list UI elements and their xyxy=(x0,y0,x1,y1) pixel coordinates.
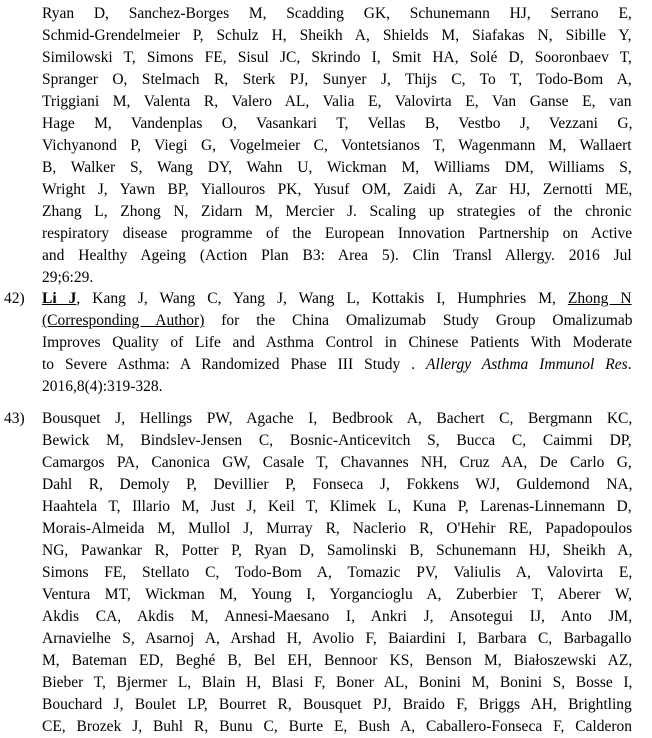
text-line: Spranger O, Stelmach R, Sterk PJ, Sunyer J, Thijs C, To T, Todo-Bom A, xyxy=(42,71,632,88)
text-line: Morais-Almeida M, Mullol J, Murray R, Naclerio R, O'Hehir RE, Papadopoulos xyxy=(42,520,633,537)
text-line: 29;6:29. xyxy=(42,269,94,286)
text-line: Wright J, Yawn BP, Yiallouros PK, Yusuf OM, Zaidi A, Zar HJ, Zernotti ME, xyxy=(42,181,633,198)
text-line: NG, Pawankar R, Potter P, Ryan D, Samolinski B, Schunemann HJ, Sheikh A, xyxy=(42,542,633,559)
text-line: respiratory disease programme of the European Innovation Partnership on Active xyxy=(42,225,633,242)
text-line: Triggiani M, Valenta R, Valero AL, Valia E, Valovirta E, Van Ganse E, van xyxy=(42,93,632,110)
text-line: Arnavielhe S, Asarnoj A, Arshad H, Avolio F, Baiardini I, Barbara C, Barbagallo xyxy=(42,630,632,647)
text-line: M, Bateman ED, Beghé B, Bel EH, Bennoor KS, Benson M, Białoszewski AZ, xyxy=(42,652,633,669)
corresponding-author-label: (Corresponding Author) xyxy=(42,312,205,329)
text-line: Bieber T, Bjermer L, Blain H, Blasi F, Boner AL, Bonini M, Bonini S, Bosse I, xyxy=(42,674,633,691)
text-line: Camargos PA, Canonica GW, Casale T, Chavannes NH, Cruz AA, De Carlo G, xyxy=(42,454,632,471)
first-author: Li J xyxy=(42,290,77,307)
title-text: to Severe Asthma: A Randomized Phase III Study . xyxy=(42,356,427,373)
text-line: Ryan D, Sanchez-Borges M, Scadding GK, Schunemann HJ, Serrano E, xyxy=(42,5,632,22)
corresponding-author-name: Zhong N xyxy=(567,290,632,307)
reference-number: 42) xyxy=(4,290,25,307)
text-line: Schmid-Grendelmeier P, Schulz H, Sheikh A, Shields M, Siafakas N, Sibille Y, xyxy=(42,27,632,44)
text-line: Vichyanond P, Viegi G, Vogelmeier C, Vontetsianos T, Wagenmann M, Wallaert xyxy=(42,137,632,154)
text-line xyxy=(42,354,632,376)
text-line: Bousquet J, Hellings PW, Agache I, Bedbrook A, Bachert C, Bergmann KC, xyxy=(42,410,633,427)
author-list: , Kang J, Wang C, Yang J, Wang L, Kottakis I, Humphries M, xyxy=(76,290,568,307)
text-line: CE, Brozek J, Buhl R, Bunu C, Burte E, Bush A, Caballero-Fonseca F, Calderon xyxy=(42,718,633,735)
text-line: Similowski T, Simons FE, Sisul JC, Skrindo I, Smit HA, Solé D, Sooronbaev T, xyxy=(42,49,632,66)
punctuation: . xyxy=(627,356,632,373)
text-line: Zhang L, Zhong N, Zidarn M, Mercier J. Scaling up strategies of the chronic xyxy=(42,203,632,220)
text-line: Dahl R, Demoly P, Devillier P, Fonseca J, Fokkens WJ, Guldemond NA, xyxy=(42,476,633,493)
text-line: 2016,8(4):319-328. xyxy=(42,378,163,395)
text-line: Akdis CA, Akdis M, Annesi-Maesano I, Ankri J, Ansotegui IJ, Anto JM, xyxy=(42,608,633,625)
text-line: Bouchard J, Boulet LP, Bourret R, Bousquet PJ, Braido F, Briggs AH, Brightling xyxy=(42,696,632,713)
text-line xyxy=(42,310,632,332)
journal-name: Allergy Asthma Immunol Res xyxy=(426,356,628,373)
text-line: and Healthy Ageing (Action Plan B3: Area 5). Clin Transl Allergy. 2016 Jul xyxy=(42,247,632,264)
text-line xyxy=(42,288,632,310)
text-line: Bewick M, Bindslev-Jensen C, Bosnic-Anticevitch S, Bucca C, Caimmi DP, xyxy=(42,432,632,449)
text-line: Improves Quality of Life and Asthma Control in Chinese Patients With Moderate xyxy=(42,334,633,351)
text-line: B, Walker S, Wang DY, Wahn U, Wickman M, Williams DM, Williams S, xyxy=(42,159,632,176)
title-text: for the China Omalizumab Study Group Omalizumab xyxy=(204,312,633,329)
text-line: Hage M, Vandenplas O, Vasankari T, Vellas B, Vestbo J, Vezzani G, xyxy=(42,115,633,132)
reference-number: 43) xyxy=(4,410,25,427)
text-line: Ventura MT, Wickman M, Young I, Yorgancioglu A, Zuberbier T, Aberer W, xyxy=(42,586,632,603)
text-line: Haahtela T, Illario M, Just J, Keil T, Klimek L, Kuna P, Larenas-Linnemann D, xyxy=(42,498,632,515)
text-line: Simons FE, Stellato C, Todo-Bom A, Tomazic PV, Valiulis A, Valovirta E, xyxy=(42,564,633,581)
